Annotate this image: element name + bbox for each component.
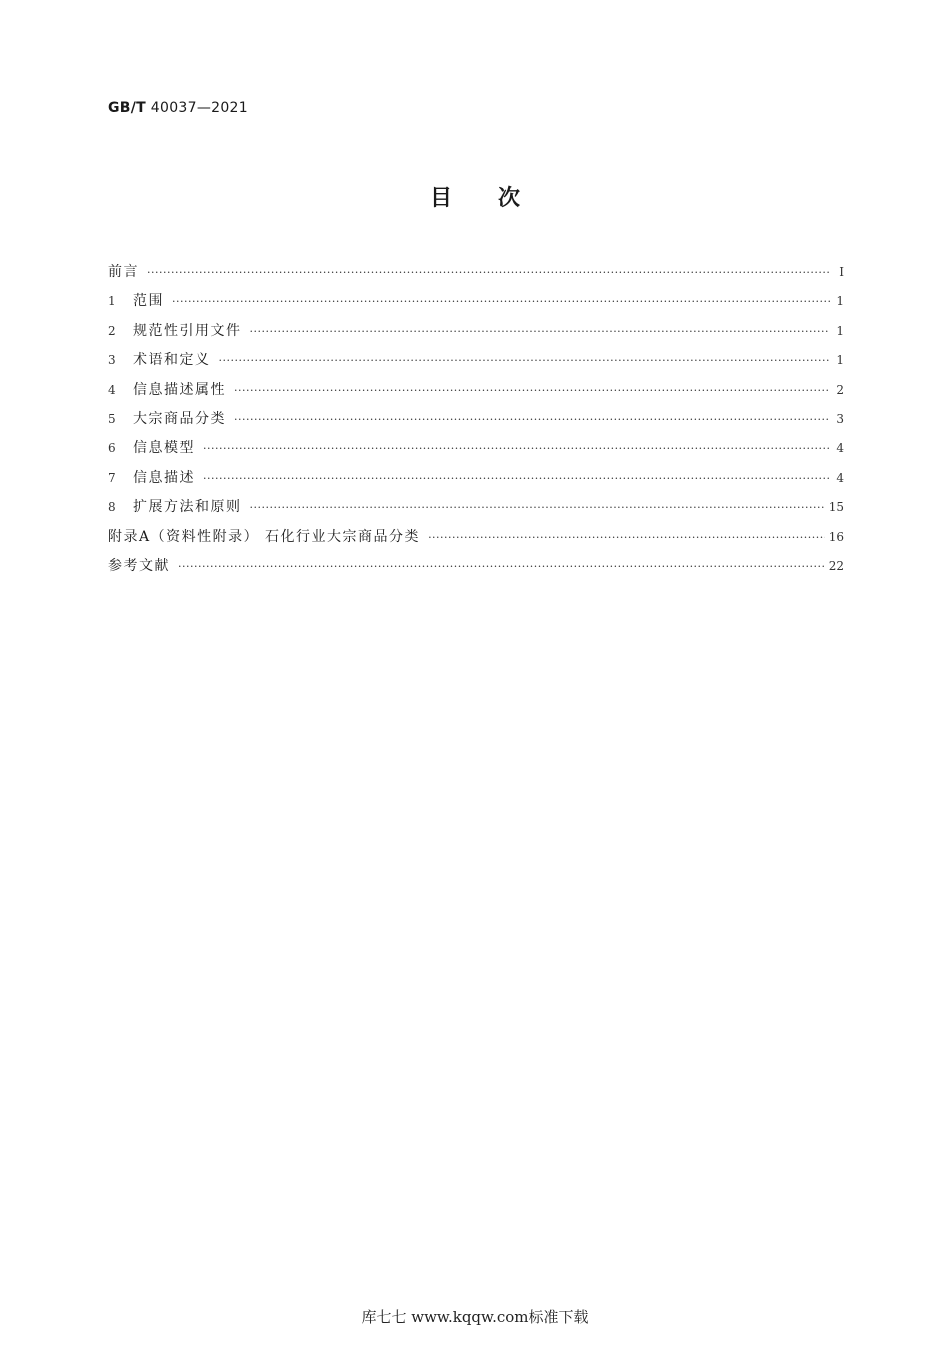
toc-section-number: 8 <box>108 500 116 515</box>
toc-section-number: 2 <box>108 323 116 338</box>
standard-number: 40037—2021 <box>150 100 248 116</box>
toc-entry-commodity-classification[interactable] <box>108 405 844 434</box>
page-title: 目次 <box>429 186 566 211</box>
toc-leader-dots <box>428 523 825 552</box>
toc-entry-bibliography[interactable] <box>108 552 844 581</box>
toc-page-number: 15 <box>828 500 844 515</box>
toc-page-number: 4 <box>836 441 844 456</box>
toc-page-number: Ⅰ <box>839 265 844 279</box>
toc-page-number: 16 <box>828 529 844 544</box>
toc-section-number: 5 <box>108 411 116 426</box>
toc-leader-dots <box>219 346 831 375</box>
toc-entry-label: 大宗商品分类 <box>133 410 226 427</box>
toc-entry-foreword[interactable] <box>108 258 844 287</box>
toc-leader-dots <box>147 258 830 287</box>
toc-entry-appendix-a[interactable] <box>108 523 844 552</box>
toc-leader-dots <box>203 464 830 493</box>
standard-prefix: GB/T <box>108 100 147 116</box>
toc-leader-dots <box>172 287 830 316</box>
toc-entry-normative-references[interactable] <box>108 317 844 346</box>
toc-leader-dots <box>234 405 830 434</box>
toc-section-number: 7 <box>108 470 116 485</box>
toc-entry-label: 规范性引用文件 <box>133 322 242 339</box>
standard-code <box>108 100 248 116</box>
footer-watermark: 库七七 www.kqqw.com标准下载 <box>361 1308 589 1326</box>
toc-entry-information-description[interactable] <box>108 464 844 493</box>
toc-entry-information-model[interactable] <box>108 434 844 463</box>
toc-entry-scope[interactable] <box>108 287 844 316</box>
toc-entry-label: 信息模型 <box>133 440 195 457</box>
toc-entry-label: 扩展方法和原则 <box>133 499 242 516</box>
toc-section-number: 1 <box>108 294 116 309</box>
toc-page-number: 4 <box>836 470 844 485</box>
toc-entry-extension-methods[interactable] <box>108 493 844 522</box>
toc-entry-label: 附录A（资料性附录） 石化行业大宗商品分类 <box>108 528 421 545</box>
toc-leader-dots <box>250 317 831 346</box>
toc-page-number: 3 <box>836 411 844 426</box>
toc-page-number: 1 <box>836 294 844 309</box>
toc-entry-terms-definitions[interactable] <box>108 346 844 375</box>
toc-page-number: 2 <box>836 382 844 397</box>
toc-entry-label: 前言 <box>108 264 139 280</box>
toc-page-number: 22 <box>828 558 844 573</box>
toc-entry-label: 范围 <box>133 293 164 310</box>
toc-section-number: 3 <box>108 353 116 368</box>
toc-leader-dots <box>178 552 825 581</box>
table-of-contents <box>108 258 844 581</box>
toc-entry-description-attributes[interactable] <box>108 376 844 405</box>
toc-leader-dots <box>234 376 830 405</box>
toc-section-number: 4 <box>108 382 116 397</box>
toc-entry-label: 信息描述属性 <box>133 381 226 398</box>
toc-leader-dots <box>203 434 830 463</box>
toc-page-number: 1 <box>836 323 844 338</box>
toc-entry-label: 信息描述 <box>133 469 195 486</box>
toc-entry-label: 术语和定义 <box>133 352 211 369</box>
toc-page-number: 1 <box>836 353 844 368</box>
toc-entry-label: 参考文献 <box>108 557 170 574</box>
toc-section-number: 6 <box>108 441 116 456</box>
toc-leader-dots <box>250 493 825 522</box>
